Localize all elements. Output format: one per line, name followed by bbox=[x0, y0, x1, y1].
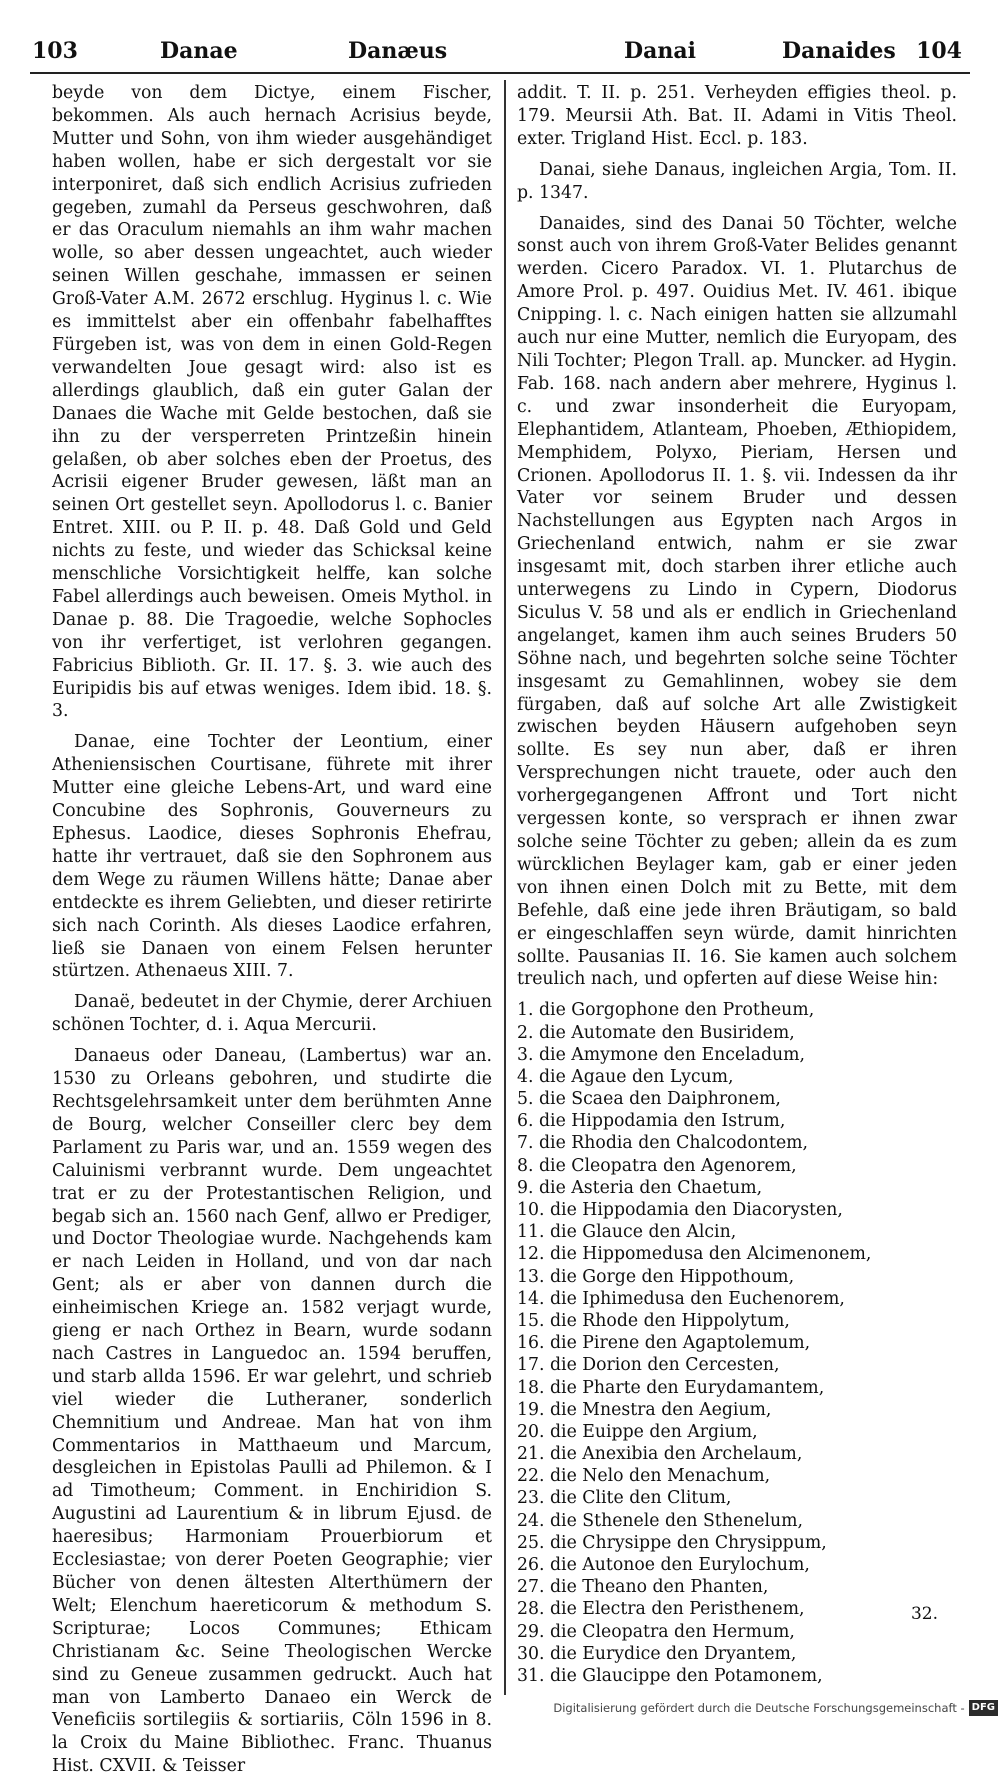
page-number-right: 104 bbox=[916, 38, 962, 64]
header-rule bbox=[30, 72, 970, 74]
left-column bbox=[52, 82, 492, 1786]
list-item: 9. die Asteria den Chaetum, bbox=[517, 1177, 763, 1198]
list-item: 4. die Agaue den Lycum, bbox=[517, 1066, 734, 1087]
dfg-logo: DFG bbox=[969, 1700, 998, 1716]
list-item: 7. die Rhodia den Chalcodontem, bbox=[517, 1133, 809, 1154]
list-item: 3. die Amymone den Enceladum, bbox=[517, 1044, 806, 1065]
list-item: 2. die Automate den Busiridem, bbox=[517, 1022, 795, 1043]
list-item: 27. die Theano den Phanten, bbox=[517, 1577, 769, 1598]
paragraph-danae-continued: beyde von dem Dictye, einem Fischer, bekommen. Als auch hernach Acrisius beyde, Mutter und Sohn, von ihm wieder ausgehändiget haben wollen, habe er sich dergestalt vor sie interponiret, daß sich endlich Acrisius zufrieden gegeben, zumahl da Perseus geschwohren, daß er das Oraculum niemahls an ihm wahr machen wolle, so aber dessen ungeachtet, auch wieder seinen Willen geschahe, immassen er seinen Groß-Vater A.M. 2672 erschlug. Hyginus l. c. Wie es immittelst aber ein offenbahr fabelhafftes Fürgeben ist, was von dem in einen Gold-Regen verwandelten Joue gesagt wird: also ist es allerdings glaublich, daß ein guter Galan der Danaes die Wache mit Gelde bestochen, daß sie ihn zu der versperreten Printzeßin hinein gelaßen, ob aber solches eben der Proetus, des Acrisii eigener Bruder gewesen, läßt man an seinen Ort gestellet seyn. Apollodorus l. c. Banier Entret. XIII. ou P. II. p. 48. Daß Gold und Geld nichts zu feste, und wieder das Schicksal keine menschliche Vorsichtigkeit helffe, kan solche Fabel allerdings auch beweisen. Omeis Mythol. in Danae p. 88. Die Tragoedie, welche Sophocles von ihr verfertiget, ist verlohren gegangen. Fabricius Biblioth. Gr. II. 17. §. 3. wie auch des Euripidis bis auf etwas weniges. Idem ibid. 18. §. 3. bbox=[52, 83, 492, 722]
list-item: 17. die Dorion den Cercesten, bbox=[517, 1355, 780, 1376]
list-item: 1. die Gorgophone den Protheum, bbox=[517, 1000, 815, 1021]
paragraph-danaeus: Danaeus oder Daneau, (Lambertus) war an. 1530 zu Orleans gebohren, und studirte die Rechtsgelehrsamkeit unter dem berühmten Anne de Bourg, welcher Conseiller clerc bey dem Parlament zu Paris war, und an. 1559 wegen des Caluinismi verbrannt wurde. Dem ungeachtet trat er zu der Protestantischen Religion, und begab sich an. 1560 nach Genf, allwo er Prediger, und Doctor Theologiae wurde. Nachgehends kam er nach Leiden in Holland, und von dar nach Gent; als er aber von dannen durch die einheimischen Kriege an. 1582 verjagt wurde, gieng er nach Orthez in Bearn, wurde sodann nach Castres in Languedoc an. 1594 beruffen, und starb allda 1596. Er war gelehrt, und schrieb viel wieder die Lutheraner, sonderlich Chemnitium und Andreae. Man hat von ihm Commentarios in Matthaeum und Marcum, desgleichen in Epistolas Paulli ad Philemon. & I ad Timotheum; Comment. in Enchiridion S. Augustini ad Laurentium & in librum Ejusd. de haeresibus; Harmoniam Prouerbiorum et Ecclesiastae; von derer Poeten Geographie; vier Bücher von denen ältesten Alterthümern der Welt; Elenchum haereticorum & methodum S. Scripturae; Locos Communes; Ethicam Christianam &c. Seine Theologischen Wercke sind zu Geneue zusammen gedruckt. Auch hat man von Lamberto Danaeo ein Werck de Veneficiis sortilegiis & sortiariis, Cöln 1596 in 8. la Croix du Maine Bibliothec. Franc. Thuanus Hist. CXVII. & Teisser bbox=[52, 1046, 492, 1777]
list-item: 15. die Rhode den Hippolytum, bbox=[517, 1310, 790, 1331]
list-item: 30. die Eurydice den Dryantem, bbox=[517, 1643, 797, 1664]
list-item: 31. die Glaucippe den Potamonem, bbox=[517, 1665, 823, 1686]
footer-text: Digitalisierung gefördert durch die Deutsche Forschungsgemeinschaft - bbox=[553, 1701, 965, 1715]
list-item: 22. die Nelo den Menachum, bbox=[517, 1466, 771, 1487]
list-item: 26. die Autonoe den Eurylochum, bbox=[517, 1555, 810, 1576]
list-item: 21. die Anexibia den Archelaum, bbox=[517, 1444, 803, 1465]
right-column bbox=[517, 82, 957, 1687]
danaides-list bbox=[517, 999, 957, 1687]
list-item: 14. die Iphimedusa den Euchenorem, bbox=[517, 1288, 845, 1309]
running-head-keyword-1: Danae bbox=[160, 38, 238, 64]
list-item: 12. die Hippomedusa den Alcimenonem, bbox=[517, 1244, 872, 1265]
list-item: 18. die Pharte den Eurydamantem, bbox=[517, 1377, 825, 1398]
list-item: 13. die Gorge den Hippothoum, bbox=[517, 1266, 795, 1287]
running-head-keyword-2: Danæus bbox=[348, 38, 448, 64]
paragraph-danae-courtisane: Danae, eine Tochter der Leontium, einer Atheniensischen Courtisane, führete mit ihrer Mutter eine gleiche Lebens-Art, und ward eine Concubine des Sophronis, Gouverneurs zu Ephesus. Laodice, dieses Sophronis Ehefrau, hatte ihr vertrauet, daß sie den Sophronem aus dem Wege zu räumen Willens hätte; Danae aber entdeckte es ihrem Geliebten, und dieser retirirte sich nach Corinth. Als dieses Laodice erfahren, ließ sie Danaen von einem Felsen herunter stürtzen. Athenaeus XIII. 7. bbox=[52, 732, 492, 982]
column-divider bbox=[504, 80, 506, 1695]
digitization-footer bbox=[553, 1700, 998, 1716]
catchword: 32. bbox=[910, 1604, 938, 1624]
paragraph-danai: Danai, siehe Danaus, ingleichen Argia, Tom. II. p. 1347. bbox=[517, 159, 957, 203]
list-item: 10. die Hippodamia den Diacorysten, bbox=[517, 1200, 843, 1221]
list-item: 11. die Glauce den Alcin, bbox=[517, 1222, 737, 1243]
page-number-left: 103 bbox=[32, 38, 78, 64]
running-head-keyword-3: Danai bbox=[624, 38, 696, 64]
list-item: 25. die Chrysippe den Chrysippum, bbox=[517, 1532, 827, 1553]
list-item: 28. die Electra den Peristhenem, bbox=[517, 1599, 805, 1620]
list-item: 24. die Sthenele den Sthenelum, bbox=[517, 1510, 803, 1531]
list-item: 19. die Mnestra den Aegium, bbox=[517, 1399, 772, 1420]
list-item: 29. die Cleopatra den Hermum, bbox=[517, 1621, 795, 1642]
list-item: 20. die Euippe den Argium, bbox=[517, 1421, 758, 1442]
paragraph-danaeus-continued: addit. T. II. p. 251. Verheyden effigies theol. p. 179. Meursii Ath. Bat. II. Adami in Vitis Theol. exter. Trigland Hist. Eccl. p. 183. bbox=[517, 83, 957, 149]
list-item: 16. die Pirene den Agaptolemum, bbox=[517, 1333, 811, 1354]
list-item: 23. die Clite den Clitum, bbox=[517, 1488, 732, 1509]
running-head-keyword-4: Danaides bbox=[782, 38, 896, 64]
paragraph-danaides: Danaides, sind des Danai 50 Töchter, welche sonst auch von ihrem Groß-Vater Belides genannt werden. Cicero Paradox. VI. 1. Plutarchus de Amore Prol. p. 497. Ouidius Met. IV. 461. ibique Cnipping. l. c. Nach einigen hatten sie allzumahl auch nur eine Mutter, nemlich die Euryopam, des Nili Tochter; Plegon Trall. ap. Muncker. ad Hygin. Fab. 168. nach andern aber mehrere, Hyginus l. c. und zwar insonderheit die Euryopam, Elephantidem, Atlanteam, Phoeben, Æthiopidem, Memphidem, Polyxo, Pieriam, Hersen und Crionen. Apollodorus II. 1. §. vii. Indessen da ihr Vater vor seinem Bruder und dessen Nachstellungen aus Egypten nach Argos in Griechenland entwich, nahm er sie zwar insgesamt mit, doch starben ihrer etliche auch unterwegens zu Lindo in Cypern, Diodorus Siculus V. 58 und als er endlich in Griechenland angelanget, kamen ihm auch seines Bruders 50 Söhne nach, und begehrten solche seine Töchter insgesamt zu Gemahlinnen, wobey sie dem fürgaben, daß auf solche Art alle Zwistigkeit zwischen beyden Häusern aufgehoben seyn sollte. Es sey nun aber, daß er ihren Versprechungen nicht trauete, oder auch den vorhergegangenen Affront und Tort nicht vergessen konte, so versprach er ihnen zwar solche seine Töchter zu geben; allein da es zum würcklichen Beylager kam, gab er einer jeden von ihnen einen Dolch mit zu Bette, mit dem Befehle, daß eine jede ihren Bräutigam, so bald er eingeschlaffen seyn würde, damit hinrichten sollte. Pausanias II. 16. Sie kamen auch solchem treulich nach, und opferten auf diese Weise hin: bbox=[517, 213, 957, 990]
paragraph-danae-chymie: Danaë, bedeutet in der Chymie, derer Archiuen schönen Tochter, d. i. Aqua Mercurii. bbox=[52, 992, 492, 1036]
list-item: 6. die Hippodamia den Istrum, bbox=[517, 1111, 786, 1132]
list-item: 5. die Scaea den Daiphronem, bbox=[517, 1089, 781, 1110]
list-item: 8. die Cleopatra den Agenorem, bbox=[517, 1155, 797, 1176]
